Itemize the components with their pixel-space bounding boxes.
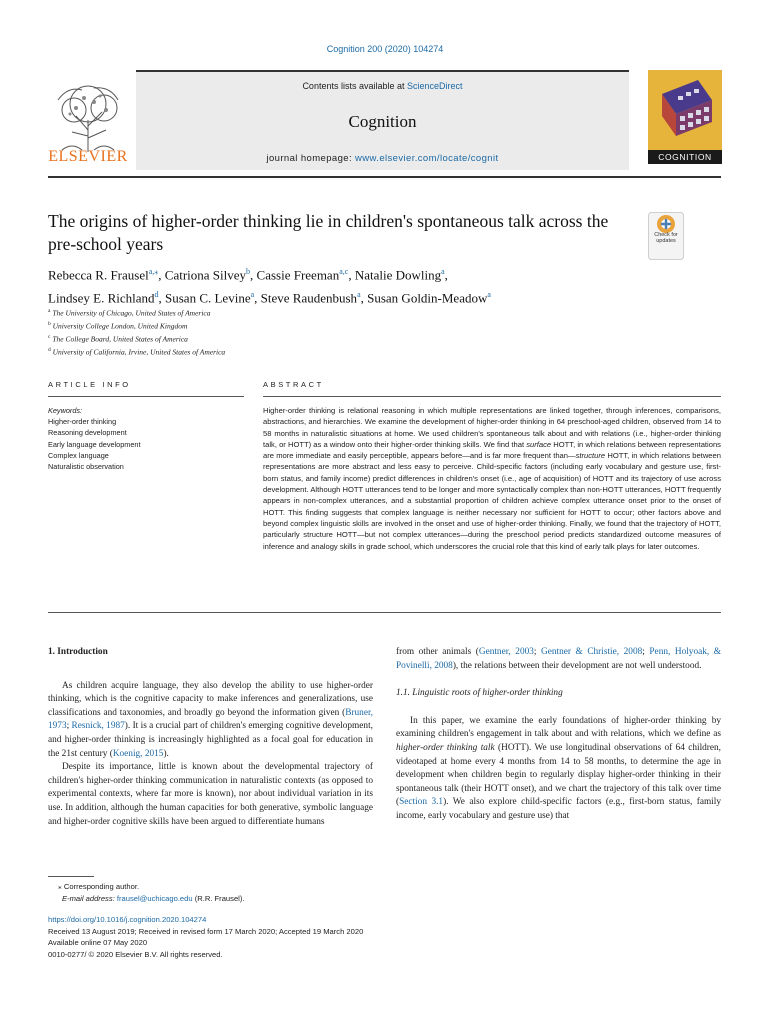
body-right-column xyxy=(396,646,721,824)
email-link[interactable]: frausel@uchicago.edu xyxy=(116,893,193,903)
affiliation xyxy=(48,306,448,319)
section-reference[interactable]: Section 3.1 xyxy=(399,797,444,808)
affiliation-key: c xyxy=(48,334,51,341)
author-affiliation-marker[interactable]: a,c xyxy=(339,267,349,276)
author-affiliation-marker[interactable]: d xyxy=(154,290,159,300)
received-dates: Received 13 August 2019; Received in revised form 17 March 2020; Accepted 19 March 2020 xyxy=(48,926,364,936)
journal-homepage-line xyxy=(136,153,629,164)
intro-paragraph-1: As children acquire language, they also develop the ability to use higher-order thinking, which is the cognitive capacity to make inferences and generalizations, use classifications and taxonomies, and broadly go beyond the information given (Bruner, 1973; Resnick, 1987). It is a crucial part of children's emerging cognitive development, and higher-order thinking is increasingly highlighted as a focal goal for education in the 21st century (Koenig, 2015). xyxy=(48,680,373,759)
article-title: The origins of higher-order thinking lie in children's spontaneous talk across the pre-school years xyxy=(48,211,609,254)
keyword: Higher-order thinking xyxy=(48,417,117,427)
author-separator: , xyxy=(360,290,368,306)
author-name[interactable]: Rebecca R. Frausel xyxy=(48,267,149,283)
author-name[interactable]: Susan C. Levine xyxy=(165,290,251,306)
author-separator: , xyxy=(348,267,355,283)
header-rule xyxy=(48,176,721,178)
affiliation-text: The College Board, United States of America xyxy=(52,334,188,344)
author-affiliation-marker[interactable]: a xyxy=(441,267,445,276)
keyword: Complex language xyxy=(48,450,109,460)
introduction-heading: 1. Introduction xyxy=(48,647,108,657)
journal-reference[interactable]: Cognition 200 (2020) 104274 xyxy=(326,44,444,54)
corresponding-author-note xyxy=(48,881,448,893)
abstract-part-3: HOTT, in which relations between representations are more abstract and less easy to perceive. Child-specific factors (including early vocabulary and gesture use, first-born status, and family income) predict differences in children's onset (i.e., age of acquisition) of HOTT and its trajectory of use across development. Although HOTT utterances tend to be longer and more syntactically complex than non-HOTT utterances, HOTT frequently appears in non-complex utterances, and a substantial proportion of children achieve complex utterance onset prior to the onset of HOTT. This finding suggests that complex language is neither necessary nor sufficient for HOTT to occur; other factors above and beyond complex linguistic skills are involved in the onset and use of higher-order thinking. Finally, we found that the trajectory of HOTT, particularly structure HOTT—but not complex utterances—during the preschool period predicts standardized outcome measures of inference and analogy skills in grade school, which underscores the crucial role that this kind of early talk plays for later outcomes. xyxy=(263,451,721,551)
author-name[interactable]: Catriona Silvey xyxy=(164,267,247,283)
footnote xyxy=(48,881,448,904)
author-affiliation-marker[interactable]: a xyxy=(250,290,255,300)
sciencedirect-link[interactable]: ScienceDirect xyxy=(407,81,463,91)
author-separator: , xyxy=(444,267,448,283)
corresponding-author-text: Corresponding author. xyxy=(63,882,140,891)
affiliation-list xyxy=(48,306,448,358)
footnote-marker: ⁎ xyxy=(58,882,62,891)
publication-info xyxy=(48,914,468,960)
intro-p1-text-b: ). It is a crucial part of children's emerging cognitive development, and higher-order thinking is increasingly highlighted as a focal goal for education in the 21st century ( xyxy=(48,721,373,759)
contents-line xyxy=(136,81,629,91)
affiliation-key: a xyxy=(48,308,51,314)
author-separator: , xyxy=(250,267,257,283)
author-name[interactable]: Susan Goldin-Meadow xyxy=(367,290,488,306)
right-paragraph-2 xyxy=(396,715,721,824)
email-line xyxy=(48,893,448,905)
right-p2-text-a: In this paper, we examine the early foundations of higher-order thinking by examining children's engagement in talk about and with relations, which we define as xyxy=(396,715,721,740)
author-list xyxy=(48,262,648,309)
intro-p1-text-a: As children acquire language, they also develop the ability to use higher-order thinking, which is the cognitive capacity to make inferences and generalizations, use classifications and taxonomies, and broadly go beyond the information given ( xyxy=(48,680,373,718)
right-p2-text-c: ). We also explore child-specific factors (e.g., first-born status, family income, early vocabulary and gesture use) that xyxy=(396,797,721,821)
author-separator: , xyxy=(158,290,166,306)
keywords-block xyxy=(48,405,248,472)
author-affiliation-marker[interactable]: a,⁎ xyxy=(148,267,159,276)
affiliation xyxy=(48,319,448,332)
abstract-surface-term: surface xyxy=(526,439,552,449)
author-name[interactable]: Natalie Dowling xyxy=(354,267,442,283)
article-info-rule xyxy=(48,396,244,397)
article-info-heading: ARTICLE INFO xyxy=(48,380,131,389)
author-name[interactable]: Cassie Freeman xyxy=(256,267,340,283)
journal-name: Cognition xyxy=(348,112,417,131)
affiliation xyxy=(48,345,448,358)
citation-gentner-christie[interactable]: Gentner & Christie, 2008 xyxy=(541,647,643,657)
doi-link[interactable]: https://doi.org/10.1016/j.cognition.2020.104274 xyxy=(48,915,207,924)
affiliation-text: The University of Chicago, United States of America xyxy=(52,308,211,318)
body-left-column xyxy=(48,646,373,829)
contents-prefix: Contents lists available at xyxy=(302,81,405,91)
author-separator: , xyxy=(158,267,165,283)
email-suffix: (R.R. Frausel). xyxy=(194,893,245,903)
citation-resnick[interactable]: Resnick, 1987 xyxy=(71,721,125,732)
abstract-part-1: Higher-order thinking is relational reasoning in which multiple representations are linked together, through inferences, comparisons, abstractions, and hierarchies. We examine the development of higher-order thinking in 64 preschool-aged children, observed from 14 to 58 months in naturalistic situations at home. We used children's spontaneous talk about and with relations (i.e., higher-order thinking talk, or HOTT) as a window onto their higher-order thinking skills. We find that xyxy=(263,406,721,449)
hott-term: higher-order thinking talk xyxy=(396,742,495,753)
homepage-link[interactable]: www.elsevier.com/locate/cognit xyxy=(355,153,499,164)
affiliation-text: University of California, Irvine, United States of America xyxy=(52,347,226,357)
footnote-rule xyxy=(48,876,94,877)
abstract-structure-term: structure xyxy=(575,451,606,461)
cover-title: COGNITION xyxy=(648,150,722,164)
affiliation-key: b xyxy=(48,321,51,328)
email-label: E-mail address: xyxy=(62,893,115,903)
abstract-rule-bottom xyxy=(48,612,721,613)
right-p1-text-b: ), the relations between their development are not well understood. xyxy=(452,660,702,671)
author-name[interactable]: Lindsey E. Richland xyxy=(48,290,155,306)
citation-bruner[interactable]: Bruner, 1973 xyxy=(48,707,373,732)
subsection-heading: 1.1. Linguistic roots of higher-order thinking xyxy=(396,688,563,699)
elsevier-wordmark: ELSEVIER xyxy=(48,148,128,165)
abstract-part-2: HOTT, in which relations between representations are more immediate and easily perceptible, appears before—and is far more frequent than— xyxy=(263,439,721,461)
keyword: Reasoning development xyxy=(48,428,127,438)
copyright-line: 0010-0277/ © 2020 Elsevier B.V. All rights reserved. xyxy=(48,949,223,959)
journal-cover-image[interactable] xyxy=(648,70,722,164)
author-name[interactable]: Steve Raudenbush xyxy=(260,290,358,306)
abstract-rule-top xyxy=(263,396,721,397)
citation-penn[interactable]: Penn, Holyoak, & Povinelli, 2008 xyxy=(396,647,721,671)
affiliation-text: University College London, United Kingdom xyxy=(52,321,188,331)
keyword: Early language development xyxy=(48,439,141,449)
intro-p1-text-c: ). xyxy=(163,748,169,759)
author-separator: , xyxy=(254,290,261,306)
journal-header xyxy=(136,70,629,170)
right-p2-text-b: (HOTT). We use longitudinal observations of 64 children, videotaped at home every 4 months from 14 to 58 months, to determine the age in development when children begin to regularly display higher-order thinking in their spontaneous talk (their HOTT onset), and we chart the trajectory of this talk over time ( xyxy=(396,742,722,808)
affiliation xyxy=(48,332,448,345)
author-affiliation-marker[interactable]: b xyxy=(246,267,251,276)
intro-paragraph-2: Despite its importance, little is known about the developmental trajectory of children's higher-order thinking communication in naturalistic contexts (as opposed to experimental contexts, where far more is known), nor about individual variation in its use. In addition, although the human capacities for both generative, symbolic language and higher-order cognitive skills have been argued to differentiate humans xyxy=(48,762,373,827)
citation-koenig[interactable]: Koenig, 2015 xyxy=(112,748,164,759)
keywords-label: Keywords: xyxy=(48,406,83,415)
author-affiliation-marker[interactable]: a xyxy=(487,290,491,300)
homepage-prefix: journal homepage: xyxy=(266,153,352,164)
abstract-heading: ABSTRACT xyxy=(263,380,324,389)
cover-artwork xyxy=(648,70,722,150)
available-online-date: Available online 07 May 2020 xyxy=(48,938,148,948)
abstract-text xyxy=(263,405,721,552)
affiliation-key: d xyxy=(48,347,51,354)
keyword: Naturalistic observation xyxy=(48,462,124,472)
right-p1-text-a: from other animals ( xyxy=(396,647,479,657)
check-for-updates-label: Check for updates xyxy=(654,232,678,244)
citation-gentner[interactable]: Gentner, 2003 xyxy=(478,647,534,657)
author-affiliation-marker[interactable]: a xyxy=(357,290,361,300)
right-paragraph-1: from other animals (Gentner, 2003; Gentner & Christie, 2008; Penn, Holyoak, & Povinelli, 2008), the relations between their development are not well understood. xyxy=(396,647,721,671)
